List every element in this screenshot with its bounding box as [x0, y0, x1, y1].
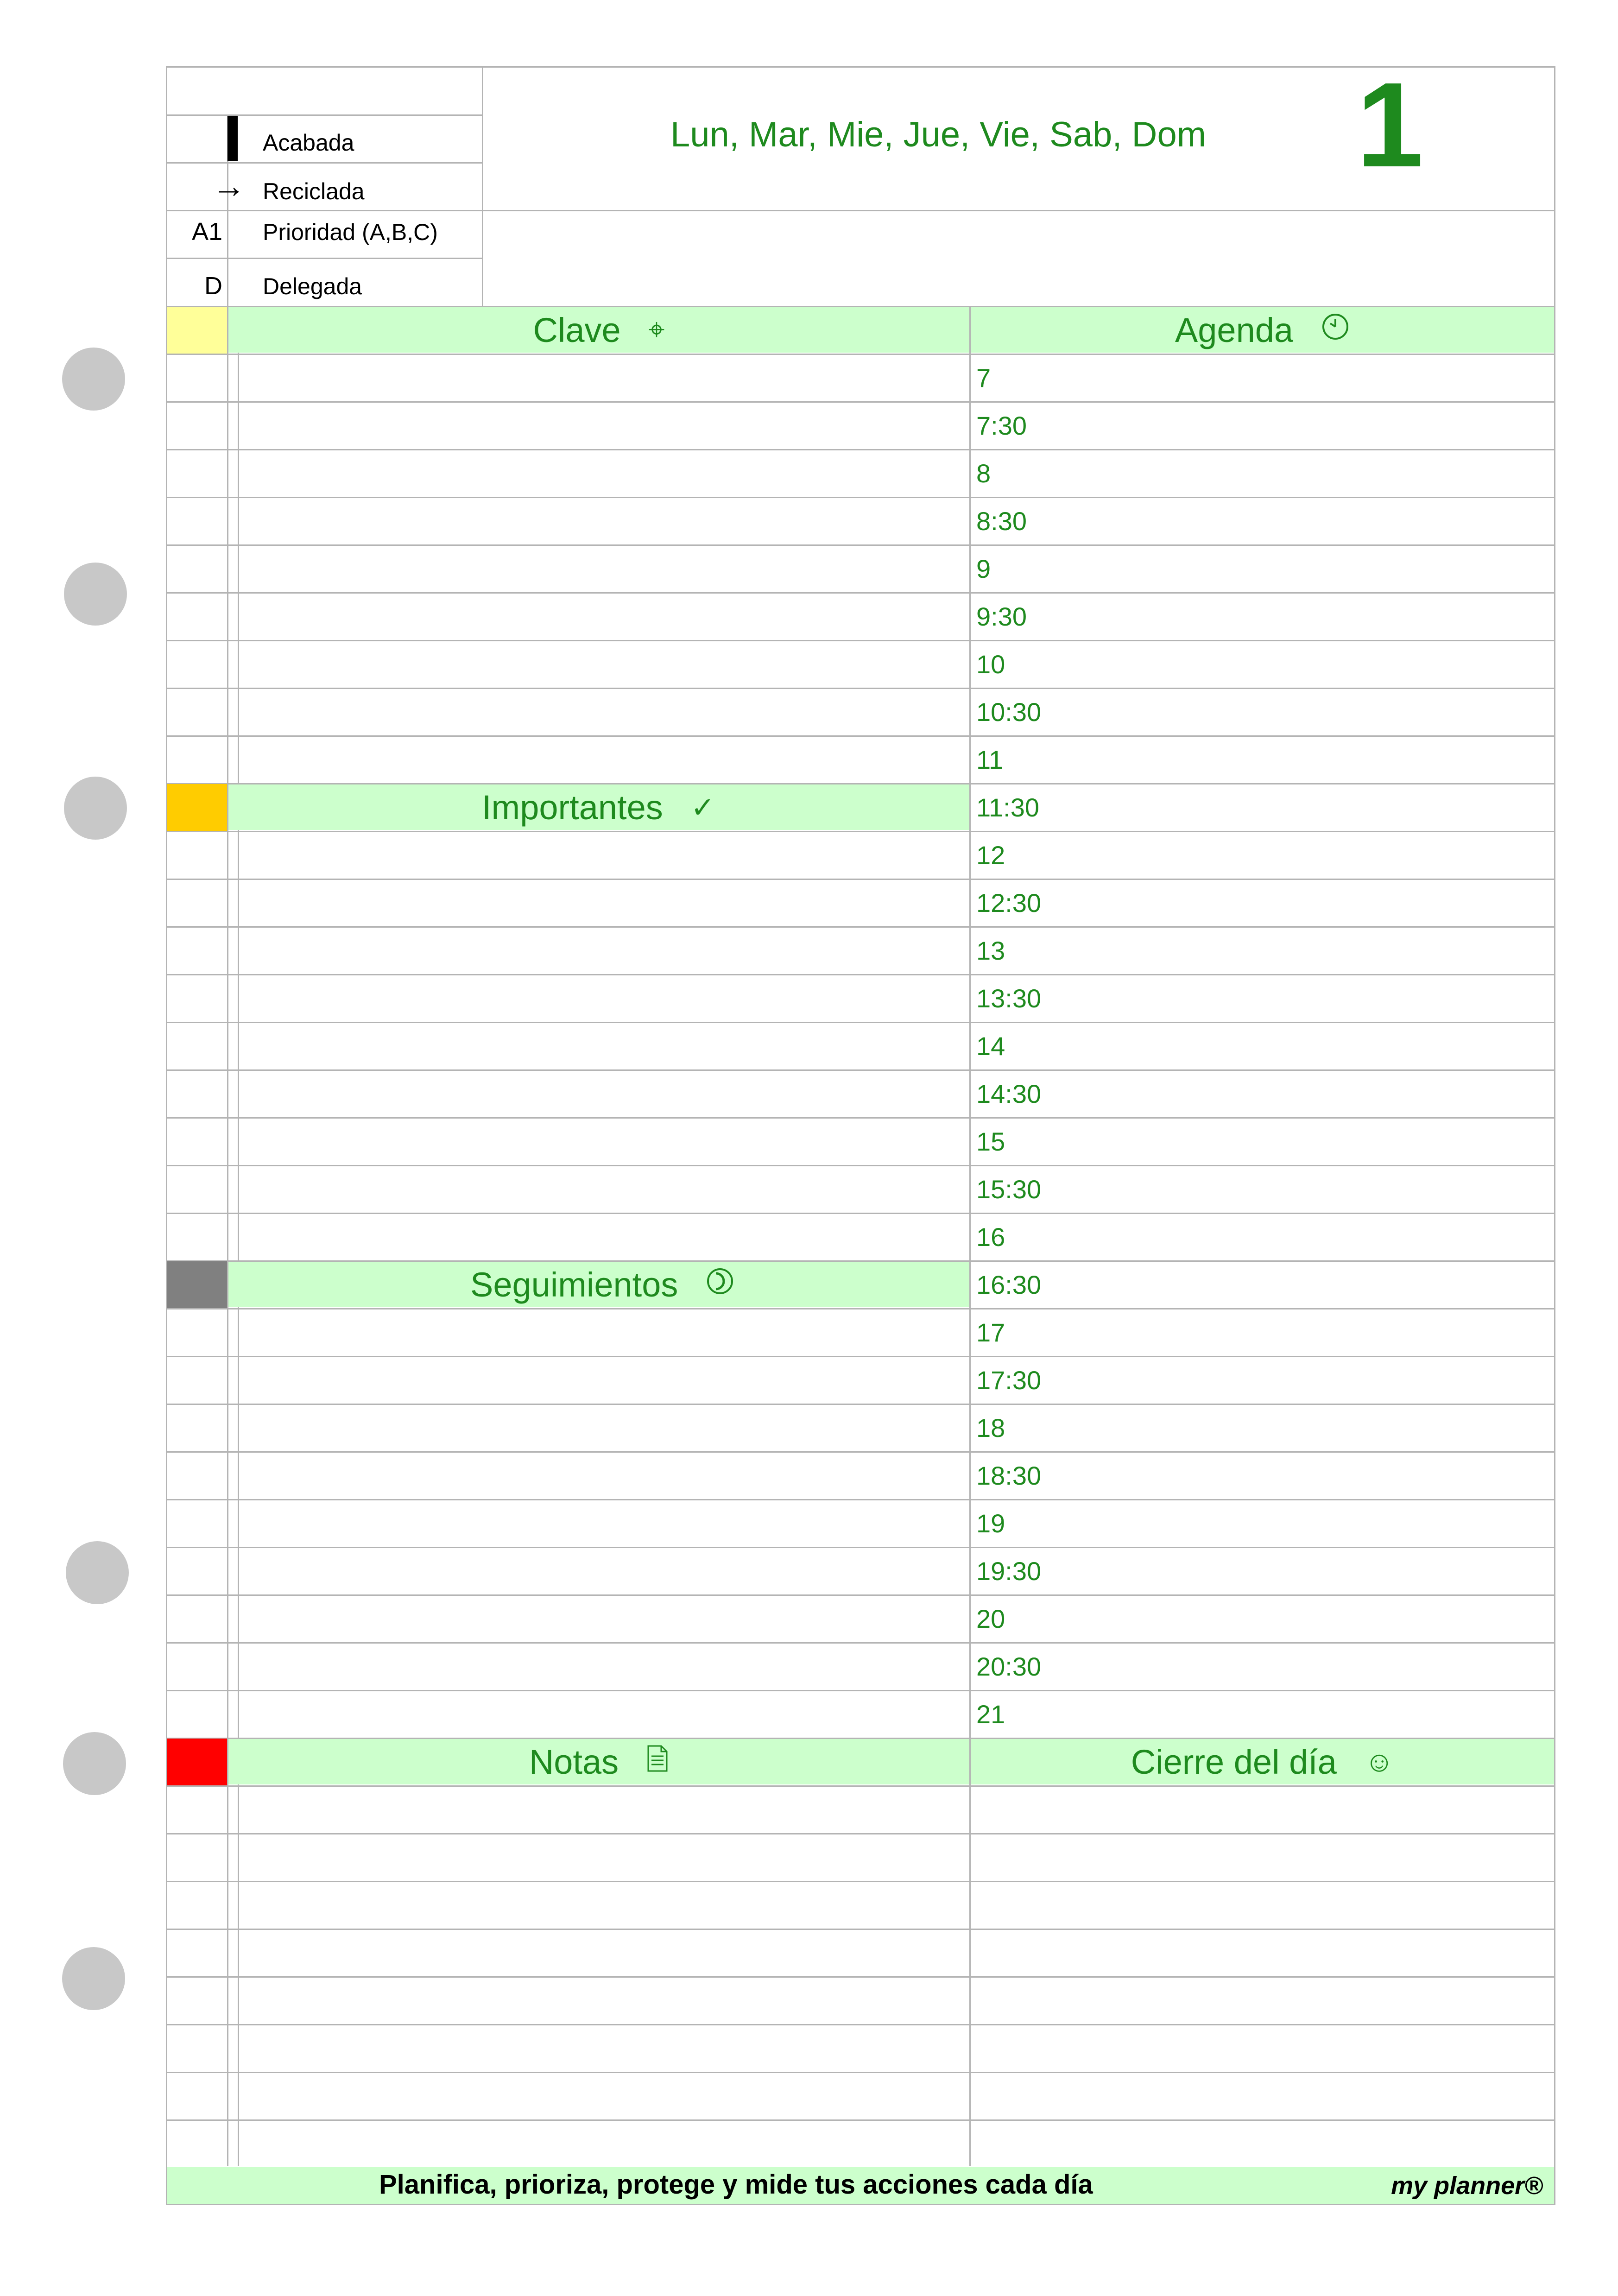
agenda-time-slot: 16:30: [976, 1270, 1042, 1299]
agenda-time-slot: 17:30: [976, 1366, 1042, 1395]
legend-rule: [166, 162, 482, 164]
section-importantes: [228, 784, 969, 830]
header-divider: [482, 66, 483, 306]
binder-hole: [64, 777, 127, 840]
binder-hole: [64, 563, 127, 626]
section-cierre: [971, 1739, 1554, 1784]
ruled-line: [166, 2119, 1555, 2121]
margin-rule: [238, 306, 239, 2166]
header-rule: [166, 210, 1555, 211]
agenda-time-slot: 13:30: [976, 984, 1042, 1013]
weekdays-header: Lun, Mar, Mie, Jue, Vie, Sab, Dom: [670, 115, 1207, 154]
ruled-line: [166, 1404, 1555, 1405]
ruled-line: [166, 1929, 1555, 1930]
section-title-importantes: Importantes: [482, 788, 663, 827]
agenda-time-slot: 11:30: [976, 793, 1039, 822]
agenda-time-slot: 9:30: [976, 602, 1027, 631]
agenda-time-slot: 14: [976, 1031, 1005, 1061]
ruled-line: [166, 926, 1555, 928]
ruled-line: [166, 354, 1555, 355]
agenda-divider: [969, 306, 971, 2166]
swatch-notas: [167, 1739, 227, 1785]
checkmark-icon: ✓: [690, 791, 715, 824]
agenda-time-slot: 15:30: [976, 1175, 1042, 1204]
crosshair-icon: ⌖: [648, 314, 665, 346]
binder-hole: [63, 1732, 126, 1795]
smiley-icon: ☺: [1364, 1746, 1394, 1778]
agenda-time-slot: 7:30: [976, 411, 1027, 440]
agenda-time-slot: 18:30: [976, 1461, 1042, 1490]
ruled-line: [166, 1022, 1555, 1023]
agenda-time-slot: 19:30: [976, 1556, 1042, 1586]
ruled-line: [166, 1976, 1555, 1978]
agenda-time-slot: 8:30: [976, 506, 1027, 536]
ruled-line: [166, 831, 1555, 832]
day-number: 1: [1356, 58, 1424, 192]
ruled-line: [166, 1356, 1555, 1357]
agenda-time-slot: 9: [976, 554, 991, 583]
agenda-time-slot: 19: [976, 1509, 1005, 1538]
agenda-time-slot: 15: [976, 1127, 1005, 1156]
clock-icon: [1321, 312, 1350, 348]
legend-label-prioridad: Prioridad (A,B,C): [263, 219, 438, 245]
section-agenda: [971, 307, 1554, 353]
ruled-line: [166, 735, 1555, 737]
agenda-time-slot: 21: [976, 1700, 1005, 1729]
binder-hole: [66, 1541, 129, 1604]
legend-label-reciclada: Reciclada: [263, 178, 365, 204]
document-icon: [646, 1744, 669, 1780]
finished-marker-icon: [228, 116, 238, 161]
agenda-time-slot: 10:30: [976, 697, 1042, 727]
ruled-line: [166, 401, 1555, 403]
ruled-line: [166, 497, 1555, 498]
ruled-line: [166, 879, 1555, 880]
ruled-line: [166, 1069, 1555, 1071]
legend-rule: [166, 114, 482, 116]
ruled-line: [166, 1881, 1555, 1882]
agenda-time-slot: 18: [976, 1413, 1005, 1442]
section-title-seguimientos: Seguimientos: [470, 1265, 678, 1304]
ruled-line: [166, 1547, 1555, 1548]
ruled-line: [166, 640, 1555, 641]
section-notas: [228, 1739, 969, 1784]
ruled-line: [166, 688, 1555, 689]
agenda-time-slot: 8: [976, 459, 991, 488]
ruled-line: [166, 1690, 1555, 1691]
ruled-line: [166, 544, 1555, 546]
agenda-time-slot: 7: [976, 363, 991, 392]
ruled-line: [166, 1785, 1555, 1787]
agenda-time-slot: 17: [976, 1318, 1005, 1347]
section-clave: [228, 307, 969, 353]
brand-logo: my planner®: [1391, 2172, 1543, 2200]
ruled-line: [166, 1499, 1555, 1500]
ruled-line: [166, 1642, 1555, 1644]
agenda-time-slot: 10: [976, 650, 1005, 679]
ruled-line: [166, 1308, 1555, 1309]
ruled-line: [166, 1117, 1555, 1119]
binder-hole: [62, 1947, 125, 2010]
ruled-line: [166, 1451, 1555, 1453]
agenda-time-slot: 14:30: [976, 1079, 1042, 1108]
planner-frame: [166, 58, 1555, 2205]
ruled-line: [166, 974, 1555, 975]
ruled-line: [166, 1594, 1555, 1596]
ruled-line: [166, 1213, 1555, 1214]
binder-hole: [62, 348, 125, 411]
legend-label-acabada: Acabada: [263, 130, 354, 156]
ruled-line: [166, 592, 1555, 594]
ruled-line: [166, 1833, 1555, 1834]
agenda-time-slot: 20:30: [976, 1652, 1042, 1681]
section-title-cierre: Cierre del día: [1131, 1742, 1337, 1781]
agenda-time-slot: 12:30: [976, 888, 1042, 917]
agenda-time-slot: 16: [976, 1222, 1005, 1252]
legend-label-delegada: Delegada: [263, 273, 362, 299]
ruled-line: [166, 449, 1555, 450]
legend-symbol-delegated: D: [204, 272, 222, 300]
swatch-column-rule: [227, 306, 228, 2166]
legend-rule: [166, 258, 482, 259]
section-seguimientos: [228, 1262, 969, 1307]
swatch-importantes: [167, 784, 227, 831]
section-title-agenda: Agenda: [1175, 310, 1294, 349]
section-title-clave: Clave: [533, 310, 621, 349]
follow-up-icon: [706, 1267, 734, 1303]
ruled-line: [166, 1165, 1555, 1166]
agenda-time-slot: 11: [976, 745, 1004, 774]
swatch-seguimientos: [167, 1261, 227, 1308]
agenda-time-slot: 13: [976, 936, 1005, 965]
agenda-time-slot: 20: [976, 1604, 1005, 1633]
ruled-line: [166, 2024, 1555, 2025]
legend-symbol-priority: A1: [191, 218, 222, 246]
section-title-notas: Notas: [529, 1742, 619, 1781]
arrow-right-icon: →: [212, 168, 246, 205]
swatch-clave: [167, 307, 227, 354]
footer-tagline: Planifica, prioriza, protege y mide tus acciones cada día: [379, 2169, 1093, 2200]
ruled-line: [166, 2072, 1555, 2073]
agenda-time-slot: 12: [976, 841, 1005, 870]
